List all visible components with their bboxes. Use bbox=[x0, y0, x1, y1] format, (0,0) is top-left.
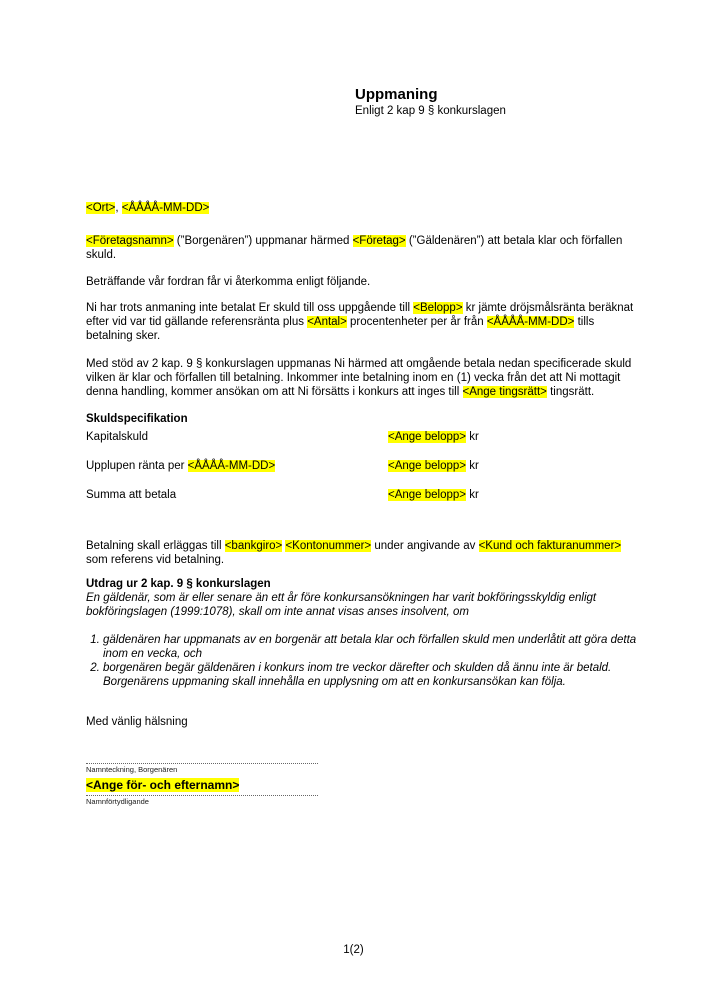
signature-block bbox=[86, 763, 318, 807]
text-run: (”Gäldenären”) att betala klar och förfallen skuld. bbox=[86, 235, 623, 261]
text-run: , bbox=[115, 202, 122, 214]
statute-item: 1. gäldenären har uppmanats av en borgenär att betala klar och förfallen skuld men underlåtit att göra detta inom en vecka, och bbox=[103, 633, 643, 661]
placeholder-field: <ÅÅÅÅ-MM-DD> bbox=[486, 316, 575, 328]
text-run: Ni har trots anmaning inte betalat Er skuld till oss uppgående till bbox=[86, 302, 414, 314]
regarding-paragraph bbox=[86, 275, 643, 289]
placeholder-field: <ÅÅÅÅ-MM-DD> bbox=[187, 460, 276, 472]
currency-unit: kr bbox=[469, 431, 479, 443]
document-subtitle: Enligt 2 kap 9 § konkurslagen bbox=[355, 105, 506, 117]
placeholder-field: <Antal> bbox=[307, 316, 347, 328]
warning-paragraph bbox=[86, 357, 643, 399]
document-title: Uppmaning bbox=[355, 86, 438, 103]
amount-placeholder: <Ange belopp> bbox=[388, 431, 467, 443]
statute-heading: Utdrag ur 2 kap. 9 § konkurslagen bbox=[86, 578, 271, 590]
page-number: 1(2) bbox=[343, 944, 364, 956]
text-run: Betalning skall erläggas till bbox=[86, 540, 225, 552]
debt-row-amount bbox=[388, 430, 479, 444]
debt-row bbox=[86, 488, 643, 502]
name-clarification-caption: Namnförtydligande bbox=[86, 797, 149, 806]
amount-placeholder: <Ange belopp> bbox=[388, 460, 467, 472]
text-run: tingsrätt. bbox=[546, 386, 595, 398]
text-run: Summa att betala bbox=[86, 489, 177, 501]
text-run: under angivande av bbox=[371, 540, 479, 552]
placeholder-field: <Ange tingsrätt> bbox=[462, 386, 547, 398]
placeholder-field: <Företag> bbox=[352, 235, 406, 247]
text-run: Upplupen ränta per bbox=[86, 460, 188, 472]
text-run: Kapitalskuld bbox=[86, 431, 149, 443]
amount-placeholder: <Ange belopp> bbox=[388, 489, 467, 501]
signatory-name bbox=[86, 778, 318, 793]
intro-paragraph bbox=[86, 234, 643, 262]
placeholder-field: <bankgiro> bbox=[224, 540, 283, 552]
debt-row-amount bbox=[388, 459, 479, 473]
debt-row bbox=[86, 459, 643, 473]
debt-specification bbox=[86, 412, 643, 502]
statute-list bbox=[86, 633, 643, 689]
placeholder-field: <Ort> bbox=[86, 202, 116, 214]
payment-paragraph bbox=[86, 539, 643, 567]
placeholder-field: <Belopp> bbox=[413, 302, 463, 314]
statute-item: 2. borgenären begär gäldenären i konkurs inom tre veckor därefter och skulden då ännu inte är betald. Borgenärens uppmaning skall innehålla en upplysning om att en konkursansökan kan följa. bbox=[103, 661, 643, 689]
text-run: procentenheter per år från bbox=[346, 316, 487, 328]
text-run: som referens vid betalning. bbox=[86, 554, 225, 566]
demand-paragraph bbox=[86, 301, 643, 343]
debt-row-label bbox=[86, 430, 388, 444]
debt-specification-heading: Skuldspecifikation bbox=[86, 413, 188, 425]
statute-extract bbox=[86, 577, 643, 689]
debt-row-label bbox=[86, 459, 388, 473]
text-run: kr jämte dröjsmålsränta beräknat efter vid var tid gällande referensränta plus bbox=[86, 302, 634, 328]
signature-caption: Namnteckning, Borgenären bbox=[86, 765, 178, 774]
debt-row bbox=[86, 430, 643, 444]
placeholder-field: <ÅÅÅÅ-MM-DD> bbox=[121, 202, 210, 214]
currency-unit: kr bbox=[469, 460, 479, 472]
text-run: Med stöd av 2 kap. 9 § konkurslagen uppmanas Ni härmed att omgående betala nedan specificerade skuld vilken är klar och förfallen till betalning. Inkommer inte betalning inom en (1) vecka från det att Ni mottagit denna handling, kommer ansökan om att Ni försätts i konkurs att inges till bbox=[86, 358, 632, 398]
text-run: tills betalning sker. bbox=[86, 316, 595, 342]
currency-unit: kr bbox=[469, 489, 479, 501]
text-run: (”Borgenären”) uppmanar härmed bbox=[173, 235, 353, 247]
statute-intro: En gäldenär, som är eller senare än ett år före konkursansökningen har varit bokföringsskyldig enligt bokföringslagen (1999:1078), skall om inte annat visas anses insolvent, om bbox=[86, 592, 597, 618]
placeholder-field: <Företagsnamn> bbox=[86, 235, 174, 247]
debt-row-amount bbox=[388, 488, 479, 502]
document-body bbox=[86, 201, 643, 807]
document-header bbox=[355, 86, 506, 118]
text-run: Beträffande vår fordran får vi återkomma enligt följande. bbox=[86, 276, 371, 288]
name-placeholder: <Ange för- och efternamn> bbox=[86, 778, 240, 792]
debt-row-label bbox=[86, 488, 388, 502]
salutation: Med vänlig hälsning bbox=[86, 716, 188, 728]
dateline bbox=[86, 201, 643, 215]
placeholder-field: <Kontonummer> bbox=[285, 540, 372, 552]
placeholder-field: <Kund och fakturanummer> bbox=[478, 540, 622, 552]
